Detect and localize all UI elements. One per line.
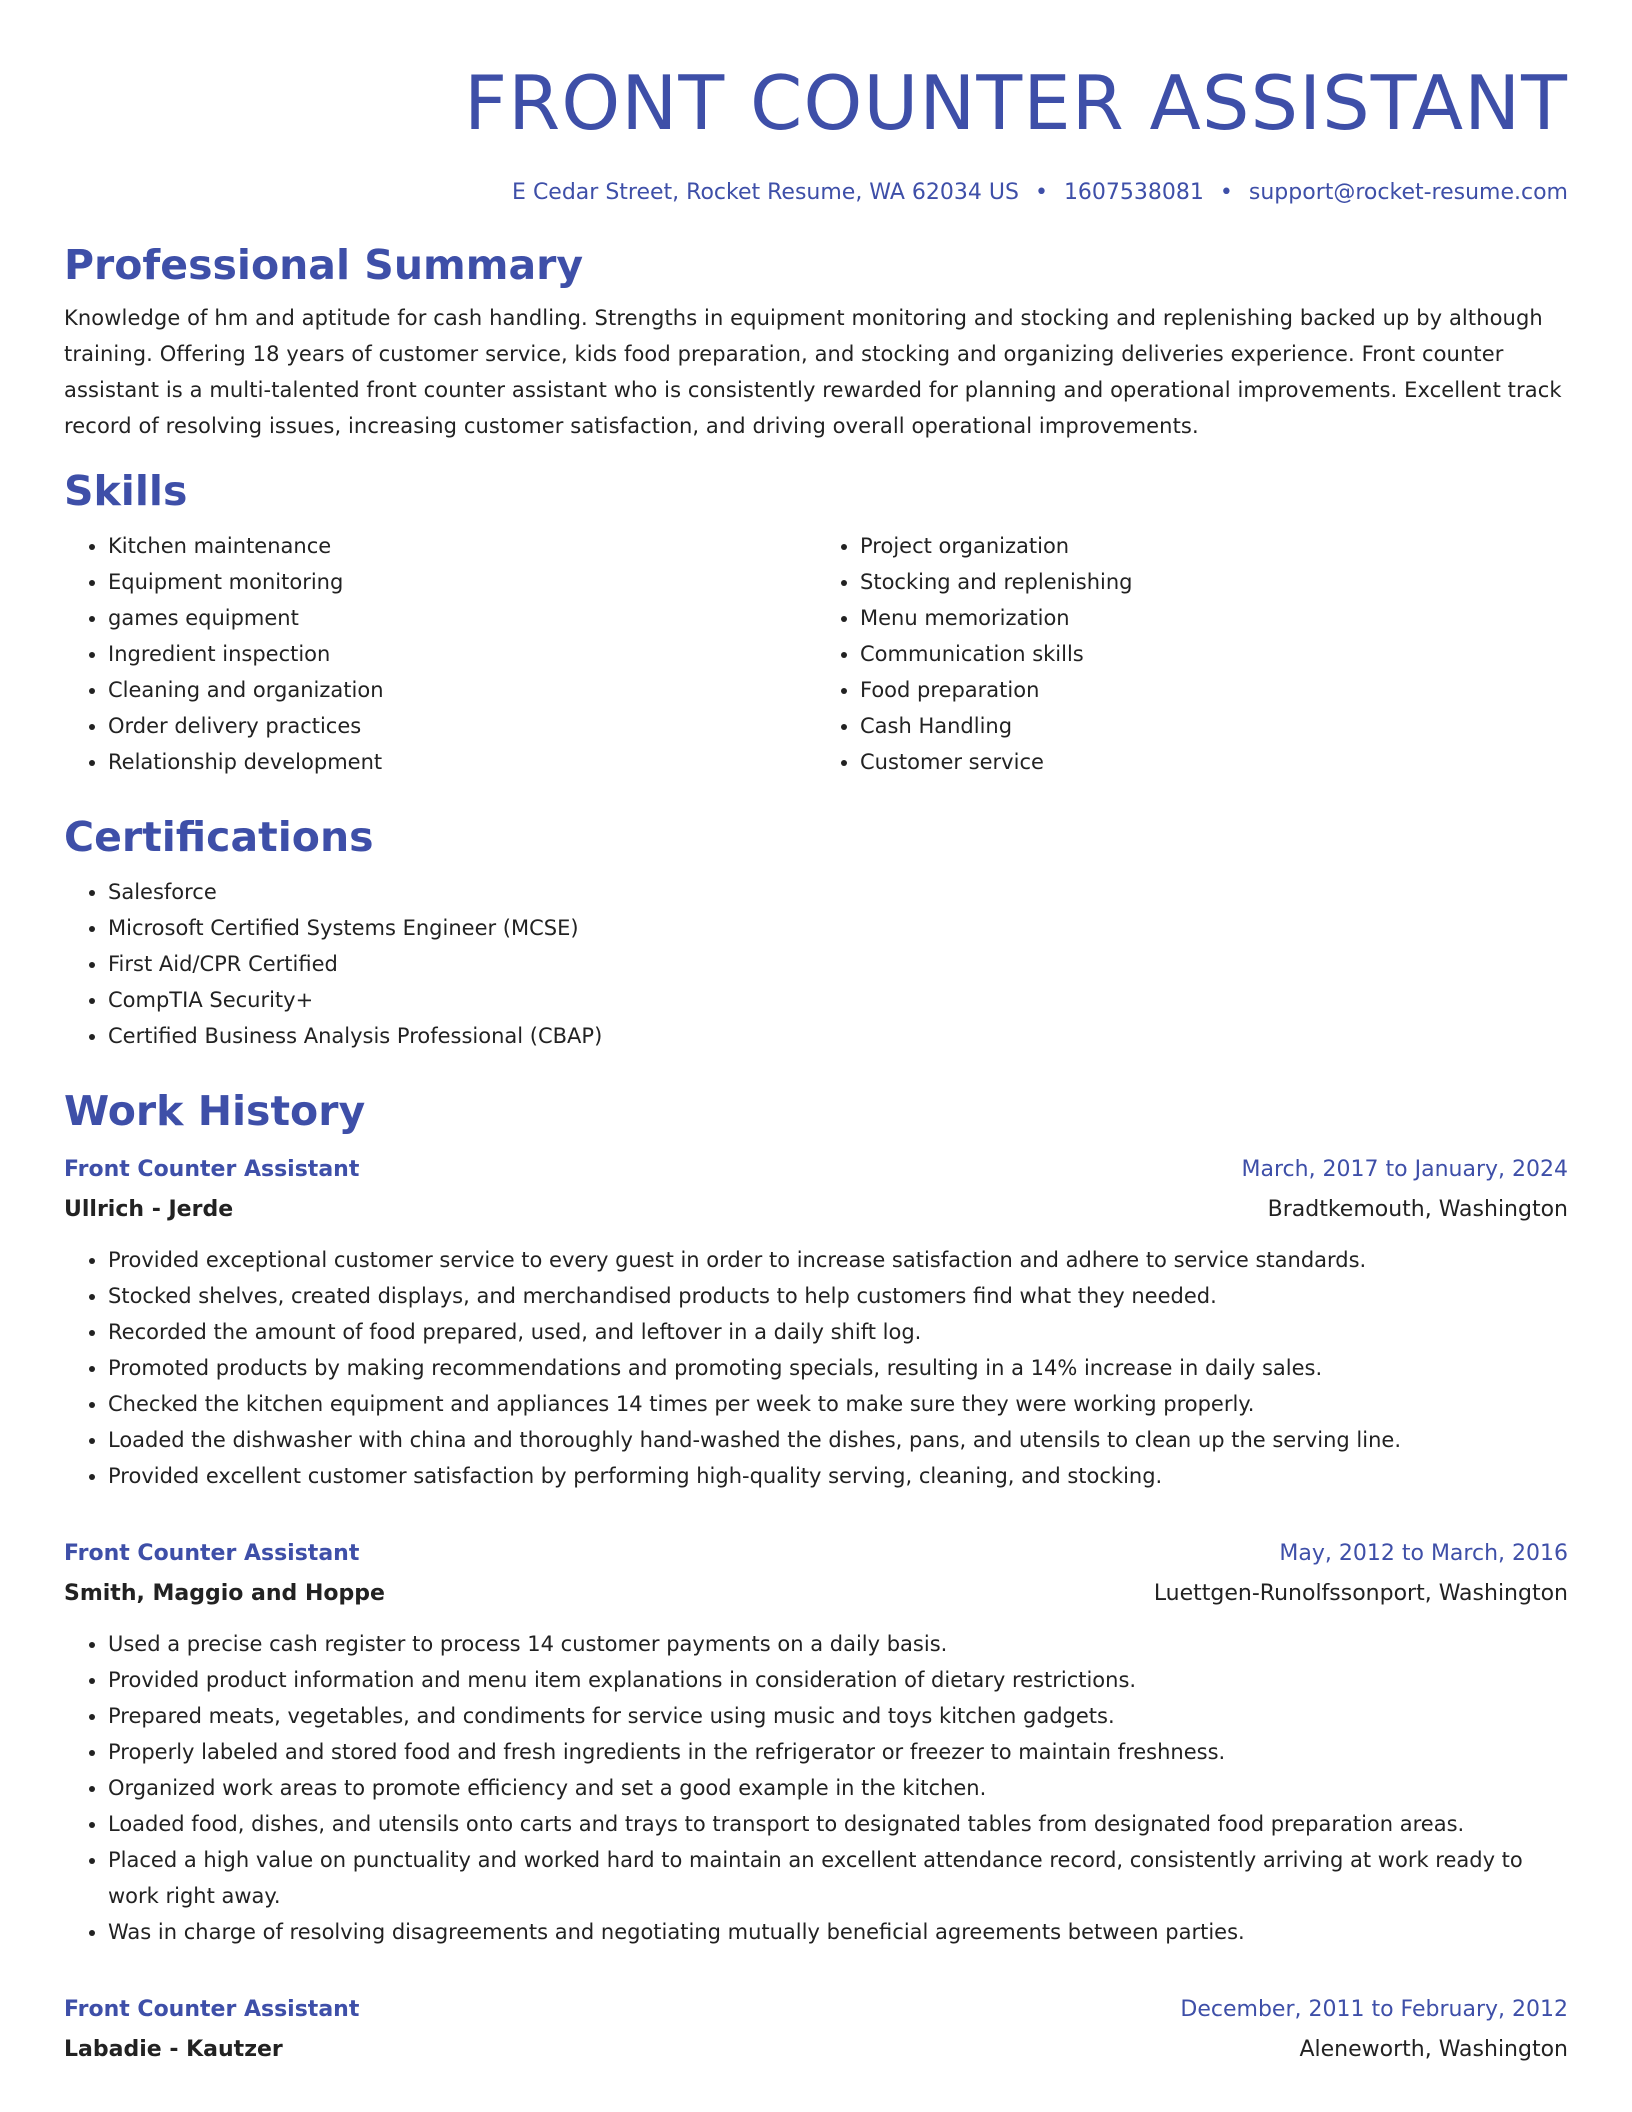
job-location: Bradtkemouth, Washington <box>1267 1197 1568 1222</box>
job-dates: March, 2017 to January, 2024 <box>1241 1157 1568 1182</box>
job-entry <box>64 1990 1568 2070</box>
skill-item: • Kitchen maintenance <box>108 528 816 564</box>
skills-list-left <box>64 528 816 780</box>
certification-item: • CompTIA Security+ <box>108 982 1568 1018</box>
job-duty: • Promoted products by making recommendations and promoting specials, resulting in a 14% increase in daily sales. <box>108 1350 1568 1386</box>
job-duty: • Stocked shelves, created displays, and merchandised products to help customers find what they needed. <box>108 1278 1568 1314</box>
job-duty: • Recorded the amount of food prepared, used, and leftover in a daily shift log. <box>108 1314 1568 1350</box>
contact-line <box>64 178 1568 208</box>
job-duty: • Used a precise cash register to process 14 customer payments on a daily basis. <box>108 1626 1568 1662</box>
skill-item: • Customer service <box>860 744 1568 780</box>
job-duty: • Was in charge of resolving disagreements and negotiating mutually beneficial agreements between parties. <box>108 1914 1568 1950</box>
skill-item: • Food preparation <box>860 672 1568 708</box>
contact-separator: • <box>1034 180 1048 205</box>
skill-item: • Cleaning and organization <box>108 672 816 708</box>
job-duties <box>64 1242 1568 1494</box>
job-duty: • Loaded food, dishes, and utensils onto carts and trays to transport to designated tables from designated food preparation areas. <box>108 1806 1568 1842</box>
job-dates: May, 2012 to March, 2016 <box>1279 1541 1568 1566</box>
summary-heading: Professional Summary <box>64 241 584 289</box>
job-location: Luettgen-Runolfssonport, Washington <box>1153 1581 1568 1606</box>
skills-list-right <box>816 528 1568 780</box>
job-duty: • Provided exceptional customer service to every guest in order to increase satisfaction and adhere to service standards. <box>108 1242 1568 1278</box>
contact-separator: • <box>1219 180 1233 205</box>
skill-item: • Ingredient inspection <box>108 636 816 672</box>
skills-columns <box>64 528 1568 780</box>
job-duty: • Checked the kitchen equipment and appliances 14 times per week to make sure they were working properly. <box>108 1386 1568 1422</box>
job-header <box>64 1534 1568 1574</box>
resume-page <box>64 0 1568 2070</box>
job-duty: • Loaded the dishwasher with china and thoroughly hand-washed the dishes, pans, and utensils to clean up the serving line. <box>108 1422 1568 1458</box>
summary-text: Knowledge of hm and aptitude for cash handling. Strengths in equipment monitoring and stocking and replenishing backed up by although training. Offering 18 years of customer service, kids food preparation, and stocking and organizing deliveries experience. Front counter assistant is a multi-talented front counter assistant who is consistently rewarded for planning and operational improvements. Excellent track record of resolving issues, increasing customer satisfaction, and driving overall operational improvements. <box>64 306 1562 438</box>
certification-item: • Certified Business Analysis Professional (CBAP) <box>108 1018 1568 1054</box>
job-duty: • Provided excellent customer satisfaction by performing high-quality serving, cleaning, and stocking. <box>108 1458 1568 1494</box>
certification-item: • Salesforce <box>108 874 1568 910</box>
skill-item: • Communication skills <box>860 636 1568 672</box>
skill-item: • Menu memorization <box>860 600 1568 636</box>
certification-item: • Microsoft Certified Systems Engineer (MCSE) <box>108 910 1568 946</box>
contact-phone[interactable]: 1607538081 <box>1063 180 1204 205</box>
certification-item: • First Aid/CPR Certified <box>108 946 1568 982</box>
job-duties <box>64 1626 1568 1950</box>
skill-item: • Stocking and replenishing <box>860 564 1568 600</box>
skill-item: • Project organization <box>860 528 1568 564</box>
job-subheader <box>64 1574 1568 1614</box>
job-duty: • Provided product information and menu item explanations in consideration of dietary restrictions. <box>108 1662 1568 1698</box>
job-duty: • Organized work areas to promote efficiency and set a good example in the kitchen. <box>108 1770 1568 1806</box>
job-dates: December, 2011 to February, 2012 <box>1180 1997 1568 2022</box>
job-company: Ullrich - Jerde <box>64 1197 234 1222</box>
contact-address: E Cedar Street, Rocket Resume, WA 62034 US <box>512 180 1019 205</box>
skills-heading: Skills <box>64 467 188 515</box>
work-history-heading: Work History <box>64 1087 366 1135</box>
job-entry <box>64 1150 1568 1494</box>
job-duty: • Placed a high value on punctuality and worked hard to maintain an excellent attendance record, consistently arriving at work ready to work right away. <box>108 1842 1568 1914</box>
skill-item: • Equipment monitoring <box>108 564 816 600</box>
skill-item: • Cash Handling <box>860 708 1568 744</box>
job-company: Smith, Maggio and Hoppe <box>64 1581 385 1606</box>
job-subheader <box>64 2030 1568 2070</box>
job-duty: • Properly labeled and stored food and fresh ingredients in the refrigerator or freezer to maintain freshness. <box>108 1734 1568 1770</box>
certifications-heading: Certifications <box>64 813 374 861</box>
skill-item: • Order delivery practices <box>108 708 816 744</box>
job-title: Front Counter Assistant <box>64 1997 360 2022</box>
job-duty: • Prepared meats, vegetables, and condiments for service using music and toys kitchen gadgets. <box>108 1698 1568 1734</box>
job-subheader <box>64 1190 1568 1230</box>
skill-item: • Relationship development <box>108 744 816 780</box>
job-title: Front Counter Assistant <box>64 1541 360 1566</box>
job-header <box>64 1990 1568 2030</box>
job-company: Labadie - Kautzer <box>64 2037 283 2062</box>
job-title: Front Counter Assistant <box>64 1157 360 1182</box>
job-entry <box>64 1534 1568 1950</box>
certifications-list <box>64 874 1568 1054</box>
job-header <box>64 1150 1568 1190</box>
contact-email[interactable]: support@rocket-resume.com <box>1248 180 1568 205</box>
job-location: Aleneworth, Washington <box>1299 2037 1568 2062</box>
skill-item: • games equipment <box>108 600 816 636</box>
candidate-name: FRONT COUNTER ASSISTANT <box>463 59 1568 147</box>
